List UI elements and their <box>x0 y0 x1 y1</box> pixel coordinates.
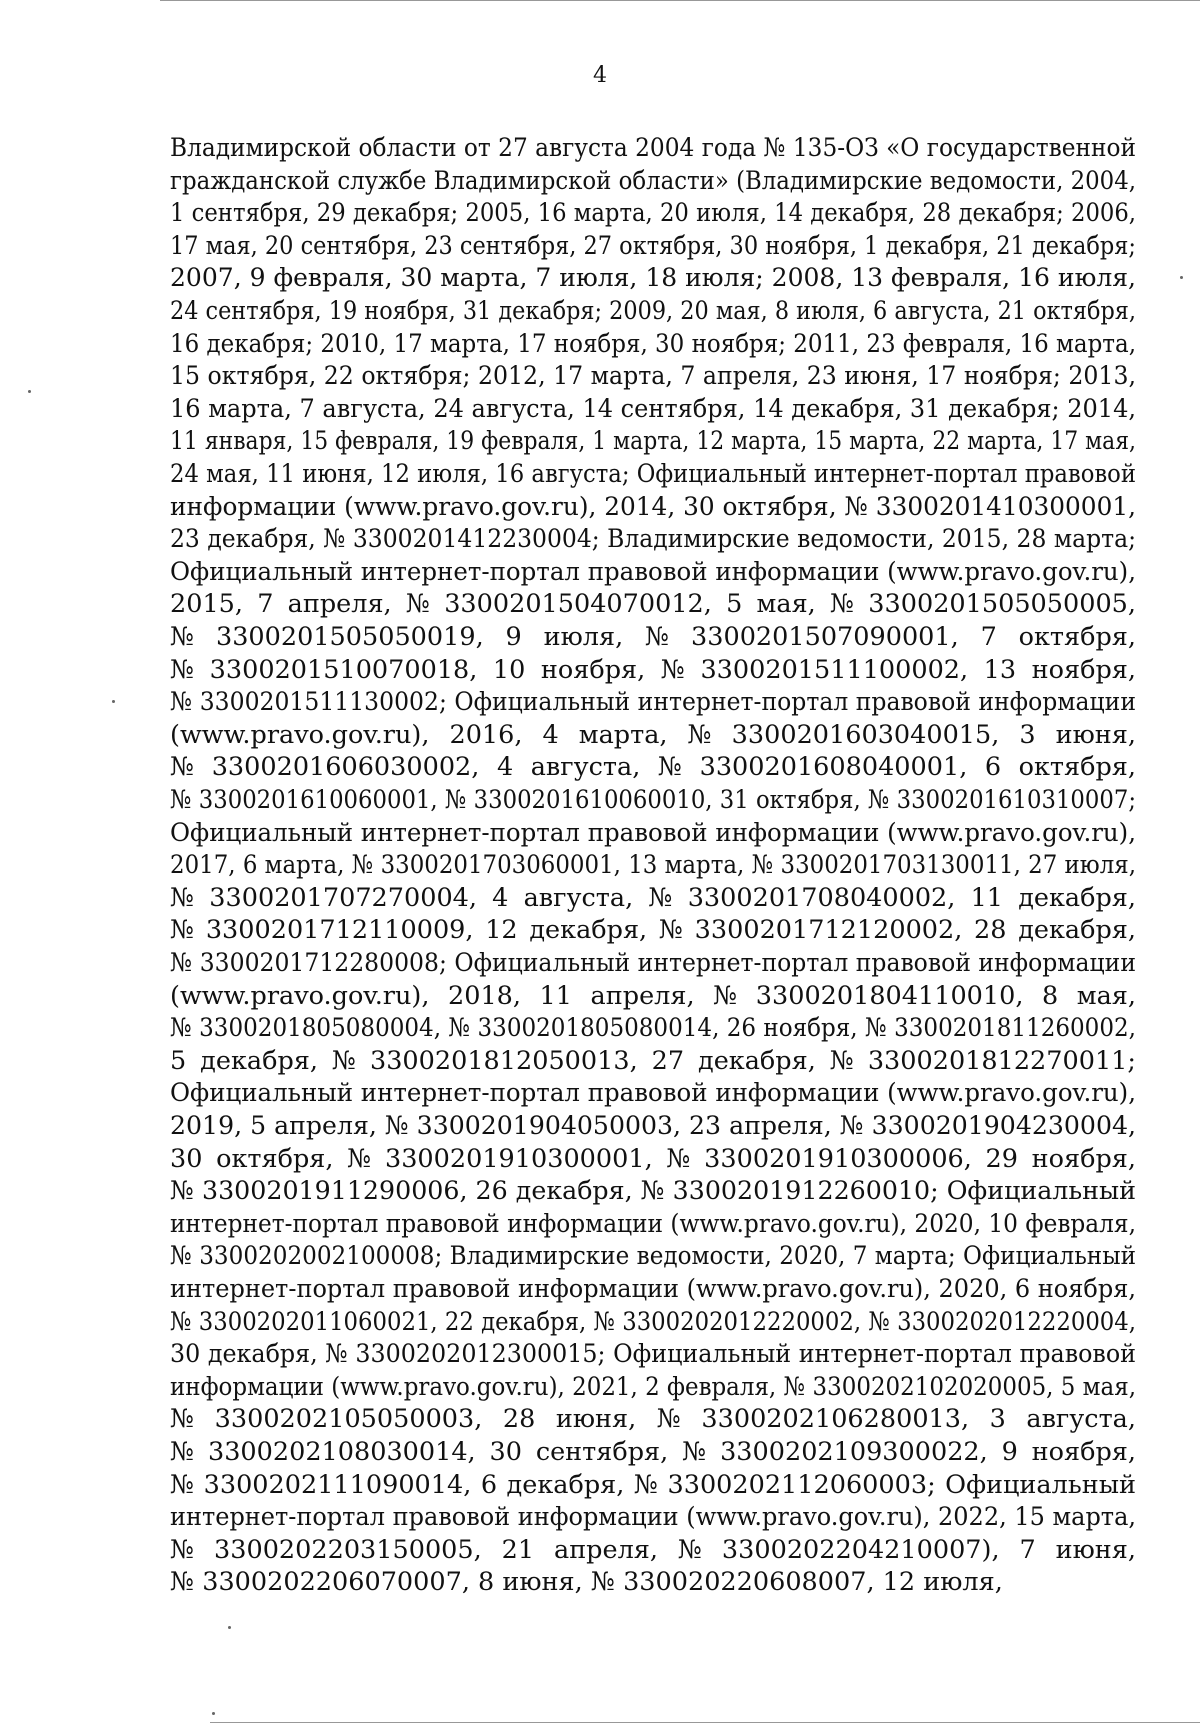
document-text-line-text: № 3300202105050003, 28 июня, № 3300202106280013, 3 августа, <box>170 1404 1136 1435</box>
document-text-line <box>170 1240 1136 1273</box>
document-text-line <box>170 1436 1136 1469</box>
document-text-line-text: № 3300201712280008; Официальный интернет-портал правовой информации <box>170 948 1136 978</box>
document-text-line-text: № 3300201911290006, 26 декабря, № 3300201912260010; Официальный <box>170 1176 1136 1207</box>
document-text-line <box>170 1208 1136 1241</box>
document-text-line-text: 17 мая, 20 сентября, 23 сентября, 27 октября, 30 ноября, 1 декабря, 21 декабря; <box>170 230 1136 261</box>
document-text-line-text: 24 сентября, 19 ноября, 31 декабря; 2009, 20 мая, 8 июля, 6 августа, 21 октября, <box>170 296 1136 326</box>
document-text-line-text: интернет-портал правовой информации (www.pravo.gov.ru), 2022, 15 марта, <box>170 1502 1136 1533</box>
document-text-line-text: гражданской службе Владимирской области» (Владимирские ведомости, 2004, <box>170 165 1136 196</box>
document-text-line <box>170 262 1136 295</box>
document-text-line-text: № 3300201606030002, 4 августа, № 3300201608040001, 6 октября, <box>170 752 1136 783</box>
document-text-line-text: № 3300202108030014, 30 сентября, № 3300202109300022, 9 ноября, <box>170 1437 1136 1467</box>
document-text-line-text: интернет-портал правовой информации (www.pravo.gov.ru), 2020, 6 ноября, <box>170 1274 1136 1304</box>
document-text-line-text: 30 октября, № 3300201910300001, № 3300201910300006, 29 ноября, <box>170 1143 1136 1174</box>
document-text-line <box>170 1143 1136 1176</box>
document-text-line-text: 5 декабря, № 3300201812050013, 27 декабря, № 3300201812270011; <box>170 1045 1136 1076</box>
document-text-line <box>170 621 1136 654</box>
document-text-line <box>170 849 1136 882</box>
document-text-line <box>170 1566 1136 1599</box>
document-text-line <box>170 1077 1136 1110</box>
document-text-line-text: Официальный интернет-портал правовой информации (www.pravo.gov.ru), <box>170 817 1136 848</box>
document-text-line-text: 24 мая, 11 июня, 12 июля, 16 августа; Официальный интернет-портал правовой <box>170 459 1136 489</box>
document-text-line-text: (www.pravo.gov.ru), 2018, 11 апреля, № 3300201804110010, 8 мая, <box>170 980 1136 1011</box>
document-text-line-text: № 3300201707270004, 4 августа, № 3300201708040002, 11 декабря, <box>170 882 1136 913</box>
scan-speck <box>28 390 31 393</box>
top-page-edge-line <box>160 0 1200 1</box>
document-text-line <box>170 132 1136 165</box>
document-text-line <box>170 393 1136 426</box>
document-text-line-text: Владимирской области от 27 августа 2004 года № 135-ОЗ «О государственной <box>170 133 1136 163</box>
document-text-line <box>170 491 1136 524</box>
document-text-line-text: 15 октября, 22 октября; 2012, 17 марта, 7 апреля, 23 июня, 17 ноября; 2013, <box>170 361 1136 392</box>
document-text-line <box>170 686 1136 719</box>
document-text-line-text: № 3300201805080004, № 3300201805080014, 26 ноября, № 3300201811260002, <box>170 1013 1136 1044</box>
document-text-line <box>170 1469 1136 1502</box>
document-text-line <box>170 784 1136 817</box>
document-text-line <box>170 1501 1136 1534</box>
scan-speck <box>112 700 115 703</box>
document-text-line-text: информации (www.pravo.gov.ru), 2014, 30 октября, № 3300201410300001, <box>170 491 1136 522</box>
document-text-line-text: № 3300202206070007, 8 июня, № 330020220608007, 12 июля, <box>170 1567 1003 1598</box>
document-text-line <box>170 360 1136 393</box>
document-text-line <box>170 1012 1136 1045</box>
scan-speck <box>212 1712 215 1715</box>
document-text-line-text: № 3300202002100008; Владимирские ведомости, 2020, 7 марта; Официальный <box>170 1241 1136 1272</box>
document-text-line-text: 16 марта, 7 августа, 24 августа, 14 сентября, 14 декабря, 31 декабря; 2014, <box>170 393 1136 424</box>
document-text-line <box>170 1175 1136 1208</box>
document-text-line <box>170 328 1136 361</box>
document-text-line <box>170 1403 1136 1436</box>
document-text-line <box>170 523 1136 556</box>
page-number: 4 <box>593 63 607 88</box>
scan-speck <box>228 1626 231 1629</box>
document-text-line-text: интернет-портал правовой информации (www.pravo.gov.ru), 2020, 10 февраля, <box>170 1208 1136 1239</box>
document-text-line-text: (www.pravo.gov.ru), 2016, 4 марта, № 3300201603040015, 3 июня, <box>170 719 1136 750</box>
document-text-line <box>170 654 1136 687</box>
document-text-line <box>170 197 1136 230</box>
document-text-line-text: 2017, 6 марта, № 3300201703060001, 13 марта, № 3300201703130011, 27 июля, <box>170 850 1136 881</box>
document-text-line-text: 1 сентября, 29 декабря; 2005, 16 марта, 20 июля, 14 декабря, 28 декабря; 2006, <box>170 198 1136 229</box>
document-text-line <box>170 295 1136 328</box>
document-text-line <box>170 1273 1136 1306</box>
scan-speck <box>1180 276 1183 279</box>
document-text-line <box>170 1338 1136 1371</box>
document-text-line <box>170 882 1136 915</box>
document-text-line-text: 2019, 5 апреля, № 3300201904050003, 23 апреля, № 3300201904230004, <box>170 1111 1136 1141</box>
document-text-line <box>170 1110 1136 1143</box>
document-text-line <box>170 1371 1136 1404</box>
document-text-line <box>170 230 1136 263</box>
document-text-line <box>170 425 1136 458</box>
document-text-line-text: № 3300202011060021, 22 декабря, № 3300202012220002, № 3300202012220004, <box>170 1306 1136 1337</box>
document-text-line <box>170 914 1136 947</box>
document-text-line <box>170 719 1136 752</box>
document-text-line-text: Официальный интернет-портал правовой информации (www.pravo.gov.ru), <box>170 1078 1136 1109</box>
document-text-line-text: Официальный интернет-портал правовой информации (www.pravo.gov.ru), <box>170 556 1136 587</box>
document-text-line-text: 16 декабря; 2010, 17 марта, 17 ноября, 30 ноября; 2011, 23 февраля, 16 марта, <box>170 328 1136 359</box>
document-text-line-text: 11 января, 15 февраля, 19 февраля, 1 марта, 12 марта, 15 марта, 22 марта, 17 мая, <box>170 426 1136 457</box>
document-text-line <box>170 947 1136 980</box>
document-text-line <box>170 1045 1136 1078</box>
document-text-line <box>170 458 1136 491</box>
document-text-line-text: 30 декабря, № 3300202012300015; Официальный интернет-портал правовой <box>170 1339 1136 1370</box>
document-text-line <box>170 980 1136 1013</box>
document-text-line-text: 2007, 9 февраля, 30 марта, 7 июля, 18 июля; 2008, 13 февраля, 16 июля, <box>170 263 1136 294</box>
document-text-line-text: информации (www.pravo.gov.ru), 2021, 2 февраля, № 3300202102020005, 5 мая, <box>170 1371 1136 1402</box>
document-text-line-text: 2015, 7 апреля, № 3300201504070012, 5 мая, № 3300201505050005, <box>170 589 1136 620</box>
document-text-line <box>170 556 1136 589</box>
document-text-line-text: № 3300201712110009, 12 декабря, № 3300201712120002, 28 декабря, <box>170 915 1136 946</box>
document-text-line-text: 23 декабря, № 3300201412230004; Владимирские ведомости, 2015, 28 марта; <box>170 524 1136 555</box>
document-text-line <box>170 1306 1136 1339</box>
document-text-line <box>170 165 1136 198</box>
document-text-line <box>170 588 1136 621</box>
document-text-line-text: № 3300202203150005, 21 апреля, № 3300202204210007), 7 июня, <box>170 1534 1136 1565</box>
document-text-line-text: № 3300201505050019, 9 июля, № 3300201507090001, 7 октября, <box>170 622 1136 652</box>
document-text-line <box>170 751 1136 784</box>
document-text-line-text: № 3300201510070018, 10 ноября, № 3300201511100002, 13 ноября, <box>170 654 1136 685</box>
document-text-line-text: № 3300202111090014, 6 декабря, № 3300202112060003; Официальный <box>170 1469 1136 1500</box>
document-text-line-text: № 3300201610060001, № 3300201610060010, 31 октября, № 3300201610310007; <box>170 785 1136 815</box>
document-text-line <box>170 1534 1136 1567</box>
document-text-line <box>170 817 1136 850</box>
document-text-line-text: № 3300201511130002; Официальный интернет-портал правовой информации <box>170 687 1136 718</box>
